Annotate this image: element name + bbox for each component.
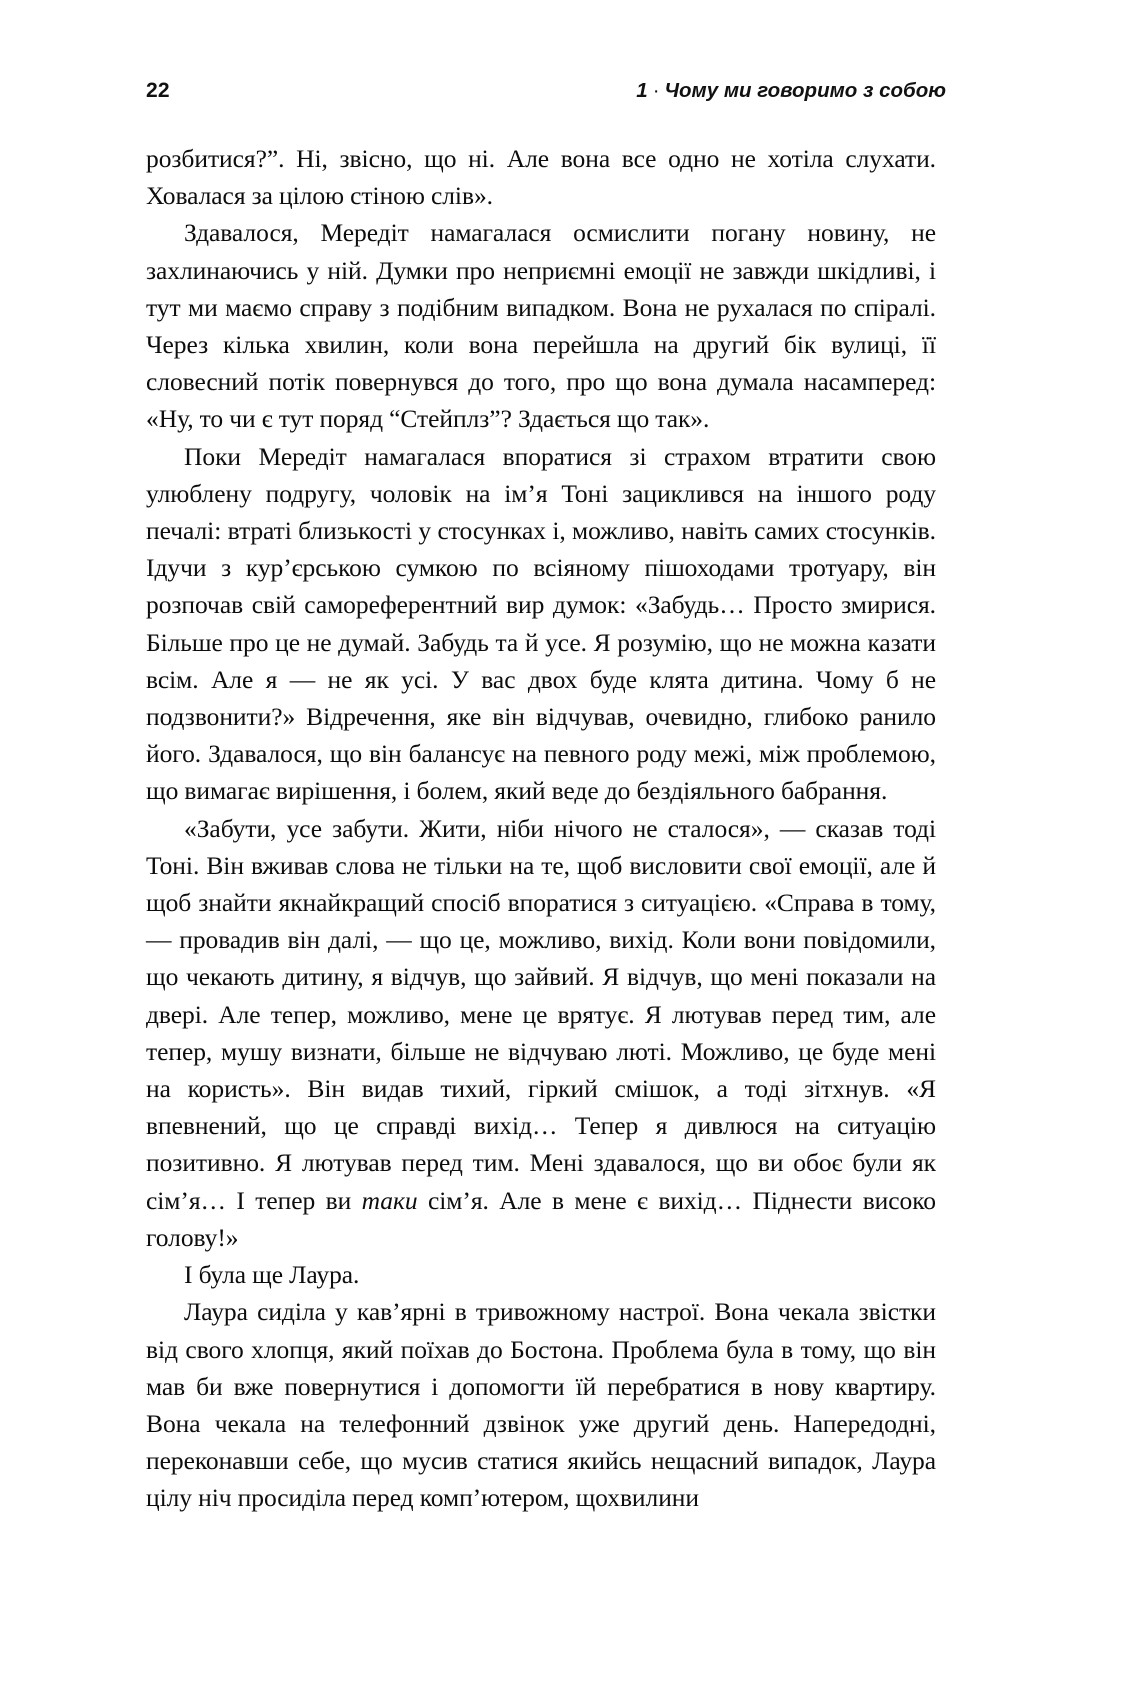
paragraph-5: І була ще Лаура. [184,1260,360,1290]
running-head [146,80,946,114]
paragraph-4-text-before-emphasis: «Забути, усе забути. Жити, ніби нічого не сталося», — сказав тоді Тоні. Він вживав слова не тільки на те, щоб висловити свої емоції, але й щоб знайти якнайкращий спосіб впоратися з ситуацією. «Справа в тому, — провадив він далі, — що це, можливо, вихід. Коли вони повідомили, що чекають дитину, я відчув, що зайвий. Я відчув, що мені показали на двері. Але тепер, можливо, мене це врятує. Я лютував перед тим, але тепер, мушу визнати, більше не відчуваю люті. Можливо, це буде мені на користь». Він видав тихий, гіркий смішок, а тоді зітхнув. «Я впевнений, що це справді вихід… Тепер я дивлюся на ситуацію позитивно. Я лютував перед тим. Мені здавалося, що ви обоє були як сім’я… І тепер ви [146,813,936,1215]
body-text [146,140,936,1517]
emphasis-taky: таки [361,1185,418,1215]
paragraph-4 [146,810,936,1256]
chapter-title: Чому ми говоримо з собою [664,79,946,102]
chapter-separator: · [652,79,660,102]
paragraph-4-text-after-emphasis: сім’я. Але в мене є вихід… Піднести високо голову!» [146,1185,936,1252]
paragraph-3: Поки Мередіт намагалася впоратися зі страхом втратити свою улюблену подругу, чоловік на ім’я Тоні зациклився на іншого роду печалі: втраті близькості у стосунках і, можливо, навіть самих стосунків. Ідучи з кур’єрською сумкою по всіяному пішоходами тротуару, він розпочав свій самореферентний вир думок: «Забудь… Просто змирися. Більше про це не думай. Забудь та й усе. Я розумію, що не можна казати всім. Але я — не як усі. У вас двох буде клята дитина. Чому б не подзвонити?» Відречення, яке він відчував, очевидно, глибоко ранило його. Здавалося, що він балансує на певного роду межі, між проблемою, що вимагає вирішення, і болем, який веде до бездіяльного бабрання. [146,441,936,806]
chapter-running-title [636,81,946,102]
chapter-number: 1 [636,79,648,102]
paragraph-2: Здавалося, Мередіт намагалася осмислити погану новину, не захлинаючись у ній. Думки про неприємні емоції не завжди шкідливі, і тут ми маємо справу з подібним випадком. Вона не рухалася по спіралі. Через кілька хвилин, коли вона перейшла на другий бік вулиці, її словесний потік повернувся до того, про що вона думала насамперед: «Ну, то чи є тут поряд “Стейплз”? Здається що так». [146,218,936,434]
paragraph-6: Лаура сиділа у кав’ярні в тривожному настрої. Вона чекала звістки від свого хлопця, який поїхав до Бостона. Проблема була в тому, що він мав би вже повернутися і допомогти їй перебратися в нову квартиру. Вона чекала на телефонний дзвінок уже другий день. Напередодні, переконавши себе, що мусив статися якийсь нещасний випадок, Лаура цілу ніч просиділа перед комп’ютером, щохвилини [146,1297,936,1513]
paragraph-1: розбитися?”. Ні, звісно, що ні. Але вона все одно не хотіла слухати. Ховалася за цілою стіною слів». [146,144,936,211]
page-number: 22 [146,79,170,102]
